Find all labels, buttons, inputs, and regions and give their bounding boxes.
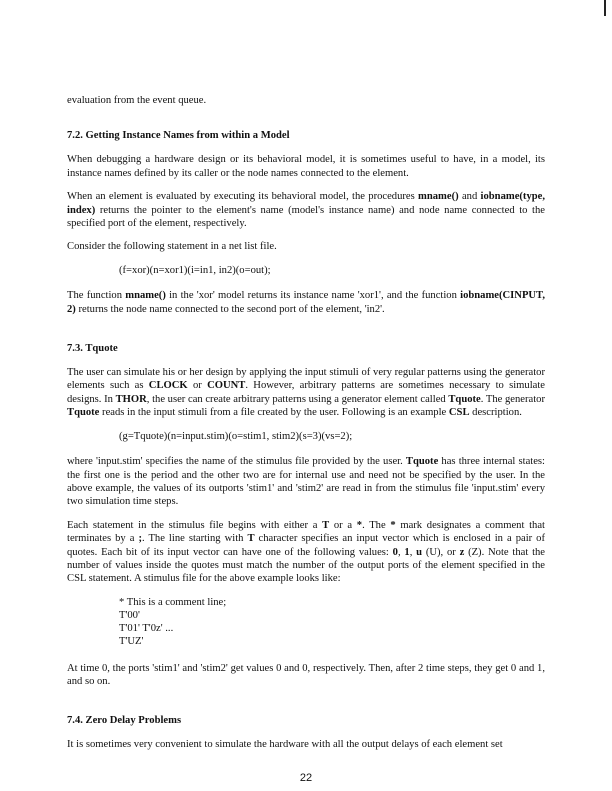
stim-line: T'UZ' [119,636,144,648]
intro-text: evaluation from the event queue. [67,95,207,106]
text: returns the pointer to the element's name (model's instance name) and node name connected to the specified port of the element, respectively. [67,204,545,230]
csl-example: (g=Tquote)(n=input.stim)(o=stim1, stim2)(s=3)(vs=2); [119,430,353,442]
term: THOR [115,393,147,405]
s73-paragraph-3 [67,519,545,586]
term: * [390,519,396,531]
text: The function [67,290,126,302]
text: returns the node name connected to the second port of the element, 'in2'. [75,303,385,315]
term: * [356,519,363,531]
s72-paragraph-2 [67,190,545,230]
code-term: iobname(CINPUT, 2) [67,290,545,315]
text: or a [329,519,357,531]
text: . The generator [480,393,545,405]
text: and [458,191,481,203]
section-7-4-heading: 7.4. Zero Delay Problems [67,715,182,727]
text: or [187,380,208,392]
s73-paragraph-4: At time 0, the ports 'stim1' and 'stim2' get values 0 and 0, respectively. Then, after 2 time steps, they get 0 and 1, and so on. [67,662,545,687]
term: z [459,546,465,558]
term: T [247,533,255,545]
term: CSL [448,407,470,419]
term: Tquote [448,393,481,405]
text: (Z). Note that the number of values inside the quotes must match the number of the output ports of the element specified in the CSL statement. A stimulus file for the above example looks like: [67,546,546,585]
text: (U), or [422,546,460,558]
term: 0 [392,546,398,558]
text: description. [469,407,522,419]
document-page [67,94,545,762]
text: . The line starting with [141,533,248,545]
term: u [416,546,423,558]
s72-paragraph-4 [67,289,545,316]
text: Each statement in the stimulus file begins with either a [67,519,323,531]
text: in the 'xor' model returns its instance name 'xor1', and the function [165,290,461,302]
stim-line: T'01' T'0z' ... [119,623,174,635]
s73-paragraph-1 [67,366,545,420]
text: has three internal states: the first one is the period and the other two are for internal use and need not be specified by the user. In the above example, the values of its outports 'stim1' and 'stim2' are read in from the stimulus file 'input.stim' every two simulation time steps. [67,456,545,508]
text: reads in the input stimuli from a file created by the user. Following is an example [99,407,449,419]
text: When an element is evaluated by executing its behavioral model, the procedures [67,191,419,203]
s73-paragraph-2 [67,455,545,509]
term: 1 [404,546,410,558]
s72-paragraph-1: When debugging a hardware design or its behavioral model, it is sometimes useful to have, in a model, its instance names defined by its caller or the node names connected to the element. [67,154,545,179]
term: ; [138,533,142,545]
term: Tquote [67,407,100,419]
text: . However, arbitrary patterns are sometimes necessary to simulate designs. In [67,380,546,405]
stimulus-file-example [67,596,545,649]
text: where 'input.stim' specifies the name of the stimulus file provided by the user. [67,456,406,468]
text: , the user can create arbitrary patterns using a generator element called [146,393,449,405]
section-7-2-heading: 7.2. Getting Instance Names from within a Model [67,130,290,142]
section-7-3-heading: 7.3. Tquote [67,343,118,355]
scan-margin-mark [604,0,606,16]
s72-paragraph-3: Consider the following statement in a net list file. [67,241,277,253]
stim-line: * This is a comment line; [119,596,227,608]
text: character specifies an input vector which is enclosed in a pair of quotes. Each bit of its input vector can have one of the following values: [67,533,545,558]
text: The user can simulate his or her design by applying the input stimuli of very regular patterns using the generator elements such as [67,367,545,392]
text: mark designates a comment that terminates by a [67,519,545,545]
term: Tquote [405,456,439,468]
s74-paragraph-1: It is sometimes very convenient to simulate the hardware with all the output delays of each element set [67,739,503,751]
text: , [397,546,405,558]
text: , [409,546,417,558]
code-term: mname() [418,191,459,203]
term: CLOCK [148,380,188,392]
text: . The [362,519,391,531]
term: T [322,519,330,531]
page-number: 22 [299,772,313,784]
code-term: mname() [125,290,166,302]
code-term: iobname(type, index) [67,191,545,216]
stim-line: T'00' [119,609,140,621]
term: COUNT [207,380,246,392]
netlist-example: (f=xor)(n=xor1)(i=in1, in2)(o=out); [119,264,271,276]
